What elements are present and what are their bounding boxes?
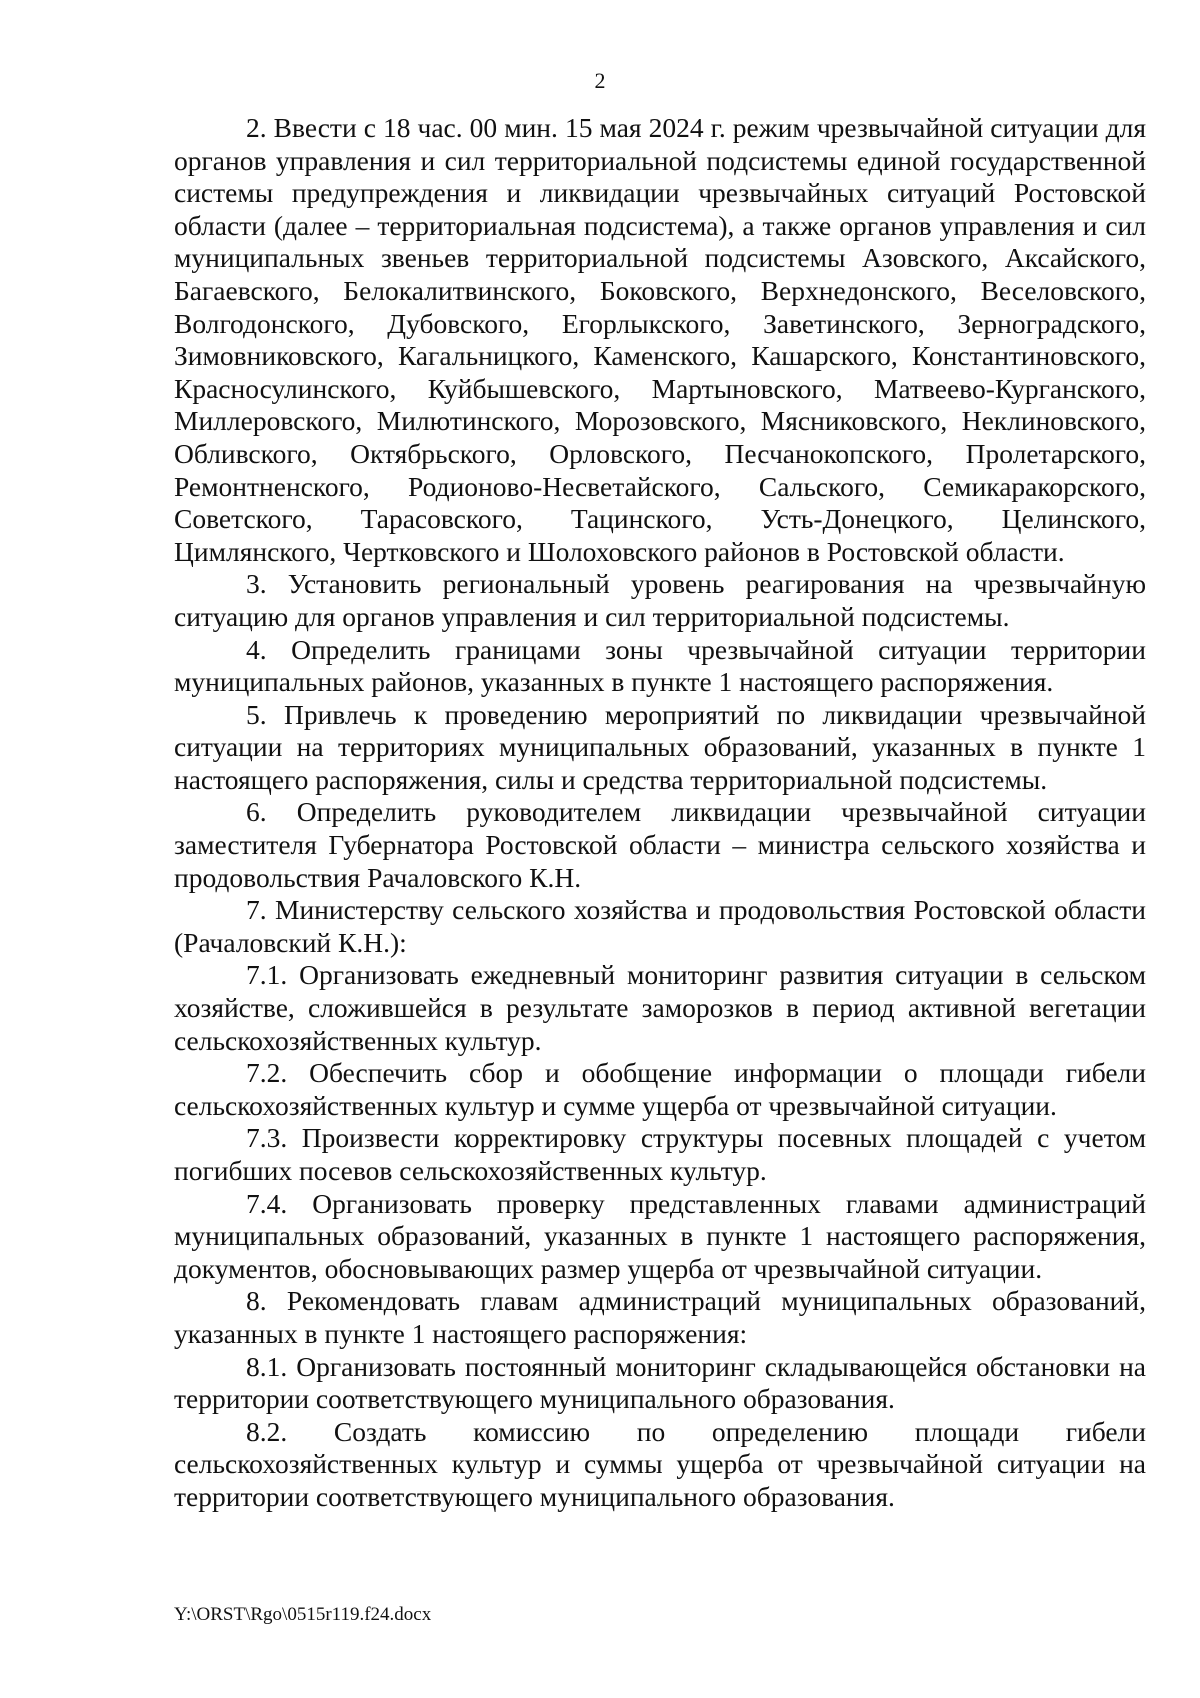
footer-file-path: Y:\ORST\Rgo\0515r119.f24.docx (174, 1604, 432, 1625)
paragraph-7-3: 7.3. Произвести корректировку структуры посевных площадей с учетом погибших посевов сельскохозяйственных культур. (174, 1122, 1146, 1186)
paragraph-7: 7. Министерству сельского хозяйства и продовольствия Ростовской области (Рачаловский К.Н.): (174, 894, 1146, 958)
paragraph-8-2: 8.2. Создать комиссию по определению площади гибели сельскохозяйственных культур и суммы ущерба от чрезвычайной ситуации на территории соответствующего муниципального образования. (174, 1415, 1146, 1512)
paragraph-5: 5. Привлечь к проведению мероприятий по ликвидации чрезвычайной ситуации на территориях муниципальных образований, указанных в пункте 1 настоящего распоряжения, силы и средства территориальной подсистемы. (174, 698, 1146, 795)
paragraph-4: 4. Определить границами зоны чрезвычайной ситуации территории муниципальных районов, указанных в пункте 1 настоящего распоряжения. (174, 633, 1146, 698)
document-body (174, 112, 1146, 1514)
paragraph-8: 8. Рекомендовать главам администраций муниципальных образований, указанных в пункте 1 настоящего распоряжения: (174, 1285, 1146, 1349)
paragraph-7-4: 7.4. Организовать проверку представленных главами администраций муниципальных образований, указанных в пункте 1 настоящего распоряжения, документов, обосновывающих размер ущерба от чрезвычайной ситуации. (174, 1187, 1146, 1284)
paragraph-6: 6. Определить руководителем ликвидации чрезвычайной ситуации заместителя Губернатора Ростовской области – министра сельского хозяйства и продовольствия Рачаловского К.Н. (174, 796, 1146, 893)
page-number: 2 (594, 68, 606, 93)
paragraph-7-1: 7.1. Организовать ежедневный мониторинг развития ситуации в сельском хозяйстве, сложившейся в результате заморозков в период активной вегетации сельскохозяйственных культур. (174, 959, 1146, 1056)
paragraph-7-2: 7.2. Обеспечить сбор и обобщение информации о площади гибели сельскохозяйственных культур и сумме ущерба от чрезвычайной ситуации. (174, 1057, 1146, 1121)
paragraph-3: 3. Установить региональный уровень реагирования на чрезвычайную ситуацию для органов управления и сил территориальной подсистемы. (174, 568, 1146, 632)
paragraph-8-1: 8.1. Организовать постоянный мониторинг складывающейся обстановки на территории соответствующего муниципального образования. (174, 1350, 1146, 1415)
paragraph-2: 2. Ввести с 18 час. 00 мин. 15 мая 2024 г. режим чрезвычайной ситуации для органов управления и сил территориальной подсистемы единой государственной системы предупреждения и ликвидации чрезвычайных ситуаций Ростовской области (далее – территориальная подсистема), а также органов управления и сил муниципальных звеньев территориальной подсистемы Азовского, Аксайского, Багаевского, Белокалитвинского, Боковского, Верхнедонского, Веселовского, Волгодонского, Дубовского, Егорлыкского, Заветинского, Зерноградского, Зимовниковского, Кагальницкого, Каменского, Кашарского, Константиновского, Красносулинского, Куйбышевского, Мартыновского, Матвеево-Курганского, Миллеровского, Милютинского, Морозовского, Мясниковского, Неклиновского, Обливского, Октябрьского, Орловского, Песчанокопского, Пролетарского, Ремонтненского, Родионово-Несветайского, Сальского, Семикаракорского, Советского, Тарасовского, Тацинского, Усть-Донецкого, Целинского, Цимлянского, Чертковского и Шолоховского районов в Ростовской области. (174, 112, 1146, 567)
